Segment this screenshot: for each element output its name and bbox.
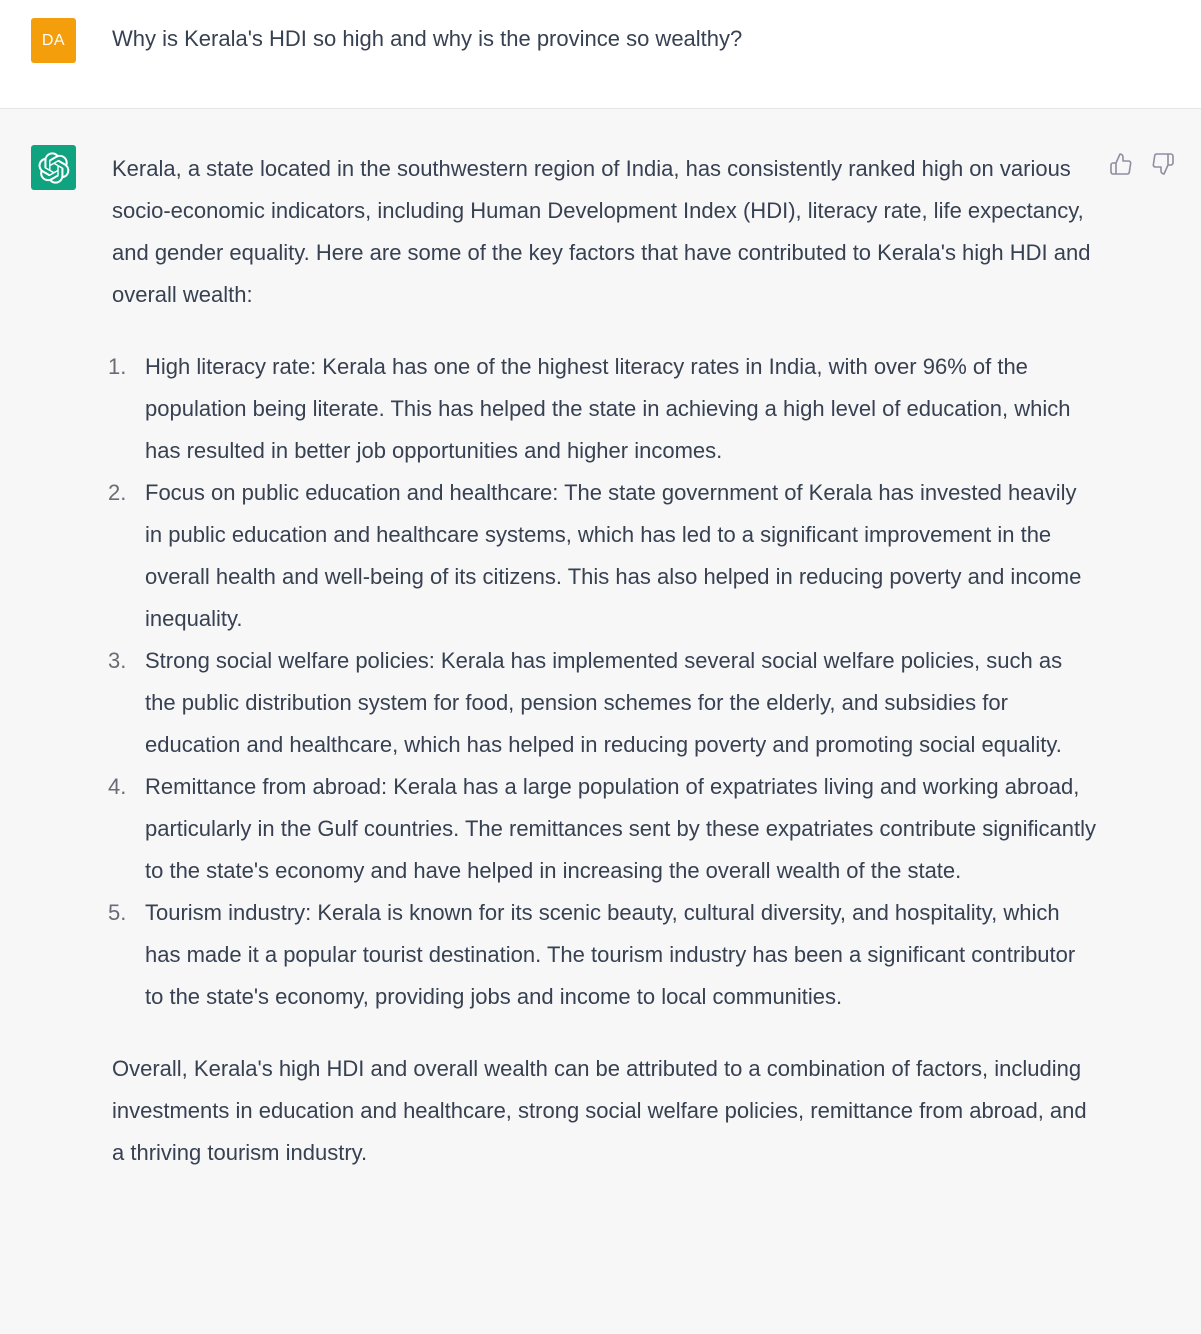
response-conclusion: Overall, Kerala's high HDI and overall wealth can be attributed to a combination of factors, including investments in education and healthcare, strong social welfare policies, remittance from abroad, and a thriving tourism industry.	[112, 1056, 1087, 1165]
list-number: 5.	[108, 900, 127, 925]
list-number: 4.	[108, 774, 127, 799]
list-item	[108, 472, 1097, 640]
list-item	[108, 766, 1097, 892]
assistant-message	[0, 109, 1201, 1334]
user-message	[0, 0, 1201, 109]
list-item-text: Strong social welfare policies: Kerala has implemented several social welfare policies, such as the public distribution system for food, pension schemes for the elderly, and subsidies for education and healthcare, which has helped in reducing poverty and promoting social equality.	[145, 648, 1063, 757]
user-message-text: Why is Kerala's HDI so high and why is the province so wealthy?	[112, 26, 743, 51]
list-item-text: Tourism industry: Kerala is known for its scenic beauty, cultural diversity, and hospitality, which has made it a popular tourist destination. The tourism industry has been a significant contributor to the state's economy, providing jobs and income to local communities.	[145, 900, 1076, 1009]
list-item-text: Remittance from abroad: Kerala has a large population of expatriates living and working abroad, particularly in the Gulf countries. The remittances sent by these expatriates contribute significantly to the state's economy and have helped in increasing the overall wealth of the state.	[145, 774, 1096, 883]
thumbs-up-button[interactable]	[1108, 151, 1134, 177]
factors-list	[108, 346, 1097, 1018]
list-item	[108, 346, 1097, 472]
thumbs-up-icon	[1109, 152, 1133, 176]
assistant-response	[108, 148, 1097, 1174]
response-intro: Kerala, a state located in the southwestern region of India, has consistently ranked high on various socio-economic indicators, including Human Development Index (HDI), literacy rate, life expectancy, and gender equality. Here are some of the key factors that have contributed to Kerala's high HDI and overall wealth:	[112, 156, 1091, 307]
list-item	[108, 640, 1097, 766]
list-number: 1.	[108, 354, 127, 379]
openai-logo-icon	[38, 152, 70, 184]
list-item	[108, 892, 1097, 1018]
thumbs-down-icon	[1151, 152, 1175, 176]
list-item-text: Focus on public education and healthcare: The state government of Kerala has invested heavily in public education and healthcare systems, which has led to a significant improvement in the overall health and well-being of its citizens. This has also helped in reducing poverty and income inequality.	[145, 480, 1082, 631]
list-number: 2.	[108, 480, 127, 505]
assistant-avatar	[31, 145, 76, 190]
user-avatar: DA	[31, 18, 76, 63]
list-number: 3.	[108, 648, 127, 673]
thumbs-down-button[interactable]	[1150, 151, 1176, 177]
list-item-text: High literacy rate: Kerala has one of the highest literacy rates in India, with over 96% of the population being literate. This has helped the state in achieving a high level of education, which has resulted in better job opportunities and higher incomes.	[145, 354, 1071, 463]
